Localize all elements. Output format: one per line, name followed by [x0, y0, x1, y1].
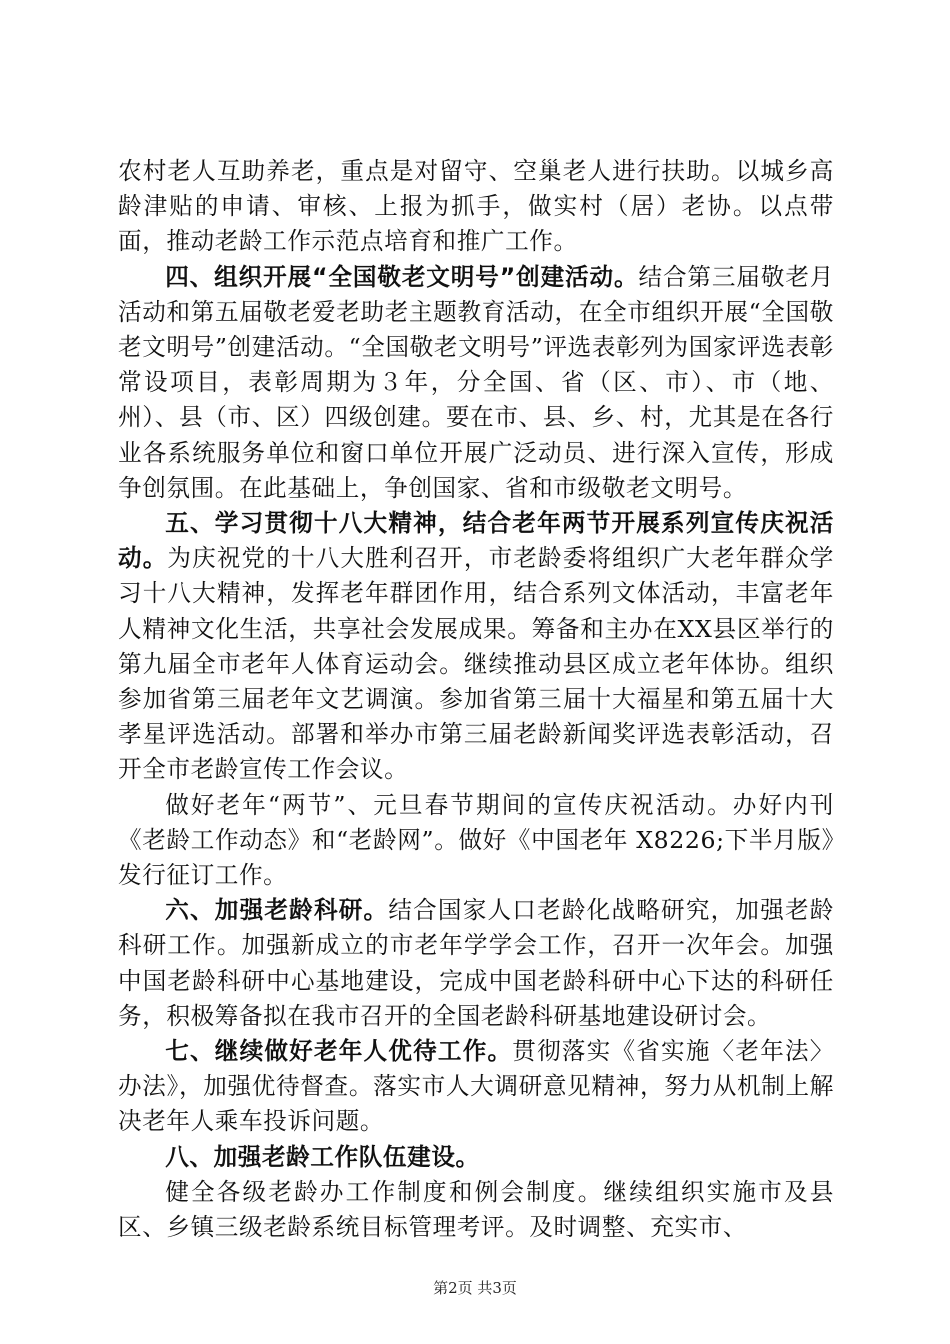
page-number: 第2页 共3页 [433, 1279, 517, 1297]
section-text: 结合第三届敬老月活动和第五届敬老爱老助老主题教育活动，在全市组织开展“全国敬老文明号”创建活动。“全国敬老文明号”评选表彰列为国家评选表彰常设项目，表彰周期为３年，分全国、省（区、市）、市（地、州）、县（市、区）四级创建。要在市、县、乡、村，尤其是在各行业各系统服务单位和窗口单位开展广泛动员、进行深入宣传，形成争创氛围。在此基础上，争创国家、省和市级敬老文明号。 [118, 262, 834, 502]
section-six [118, 893, 834, 1034]
paragraph-team-building [118, 1175, 834, 1245]
section-text: 贯彻落实《省实施〈老年法〉办法》，加强优待督查。落实市人大调研意见精神，努力从机制上解决老年人乘车投诉问题。 [118, 1037, 834, 1136]
section-heading: 六、加强老龄科研。 [165, 896, 389, 925]
document-body [118, 154, 834, 1245]
section-four [118, 260, 834, 506]
paragraph-continuation [118, 154, 834, 260]
section-text: 为庆祝党的十八大胜利召开，市老龄委将组织广大老年群众学习十八大精神，发挥老年群团作用，结合系列文体活动，丰富老年人精神文化生活，共享社会发展成果。筹备和主办在XX县区举行的第九届全市老年人体育运动会。继续推动县区成立老年体协。组织参加省第三届老年文艺调演。参加省第三届十大福星和第五届十大孝星评选活动。部署和举办市第三届老龄新闻奖评选表彰活动，召开全市老龄宣传工作会议。 [118, 544, 834, 784]
paragraph-publicity [118, 788, 834, 894]
page-footer [0, 1277, 950, 1298]
section-seven [118, 1034, 834, 1140]
section-heading: 七、继续做好老年人优待工作。 [165, 1037, 513, 1066]
section-text: 结合国家人口老龄化战略研究，加强老龄科研工作。加强新成立的市老年学学会工作，召开一次年会。加强中国老龄科研中心基地建设，完成中国老龄科研中心下达的科研任务，积极筹备拟在我市召开的全国老龄科研基地建设研讨会。 [118, 896, 834, 1030]
section-heading: 五、学习贯彻十八大精神，结合老年两节开展系列宣传庆祝活动。 [118, 509, 834, 573]
section-heading: 八、加强老龄工作队伍建设。 [165, 1142, 480, 1171]
section-heading: 四、组织开展“全国敬老文明号”创建活动。 [165, 262, 639, 291]
paragraph-text: 农村老人互助养老，重点是对留守、空巢老人进行扶助。以城乡高龄津贴的申请、审核、上报为抓手，做实村（居）老协。以点带面，推动老龄工作示范点培育和推广工作。 [118, 157, 834, 256]
section-eight [118, 1140, 834, 1175]
paragraph-text: 做好老年“两节”、元旦春节期间的宣传庆祝活动。办好内刊《老龄工作动态》和“老龄网”。做好《中国老年 X8226;下半月版》发行征订工作。 [118, 790, 834, 890]
paragraph-text: 健全各级老龄办工作制度和例会制度。继续组织实施市及县区、乡镇三级老龄系统目标管理考评。及时调整、充实市、 [118, 1177, 834, 1242]
section-five [118, 506, 834, 788]
